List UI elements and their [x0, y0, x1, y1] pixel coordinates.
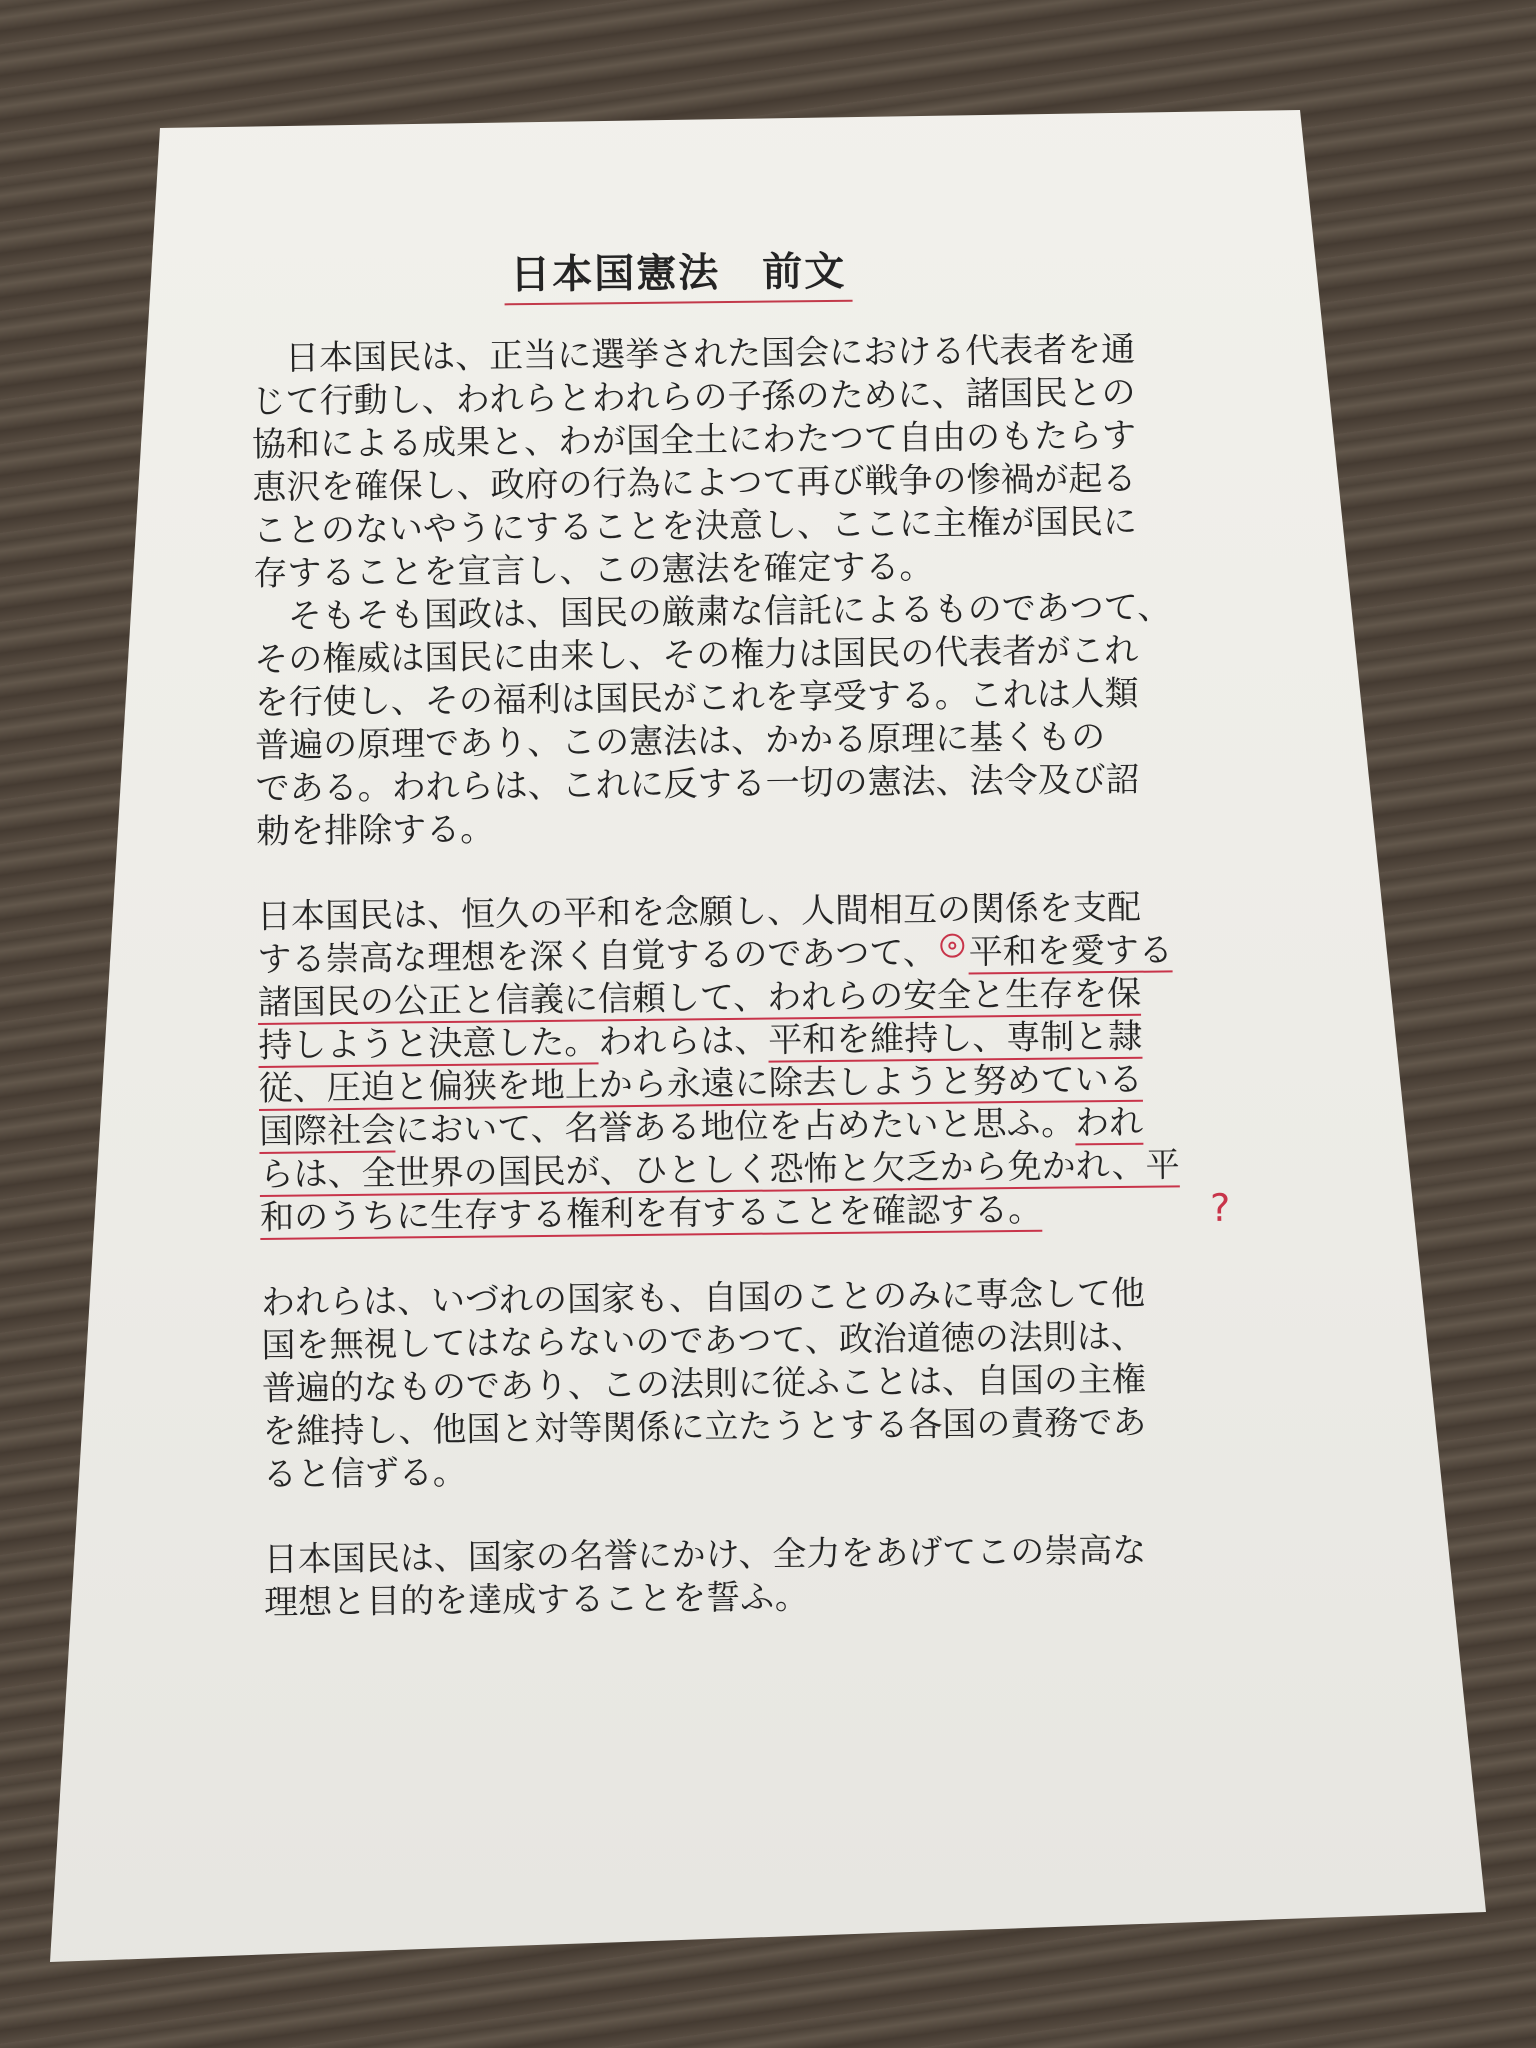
question-mark-annotation: ?	[1209, 1185, 1231, 1230]
text-segment: われらは、	[598, 1020, 769, 1063]
text-line: 存することを宣言し、この憲法を確定する。	[253, 546, 934, 594]
underlined-text: われ	[1074, 1102, 1144, 1144]
text-line: である。われらは、これに反する一切の憲法、法令及び詔	[255, 759, 1140, 809]
text-line: じて行動し、われらとわれらの子孫のために、諸国民との	[251, 372, 1136, 422]
text-line: 恵沢を確保し、政府の行為によつて再び戦争の惨禍が起る	[252, 458, 1137, 508]
underlined-text: 持しようと決意した。	[258, 1022, 599, 1066]
text-line: 日本国民は、恒久の平和を念願し、人間相互の関係を支配	[256, 887, 1142, 937]
text-line: その権威は国民に由来し、その権力は国民の代表者がこれ	[254, 630, 1139, 680]
paragraph-3	[261, 1271, 1333, 1497]
text-line: ことのないやうにすることを決意し、ここに主権が国民に	[252, 501, 1138, 551]
text-line: を維持し、他国と対等関係に立たうとする各国の責務であ	[262, 1402, 1147, 1452]
text-line: われらは、いづれの国家も、自国のことのみに専念して他	[260, 1273, 1146, 1323]
underlined-text: 諸国民の公正と信義に信頼して、われらの安全と生存を保	[257, 973, 1142, 1023]
text-line: ると信ずる。	[262, 1452, 468, 1495]
page-title: 日本国憲法 前文	[504, 244, 853, 306]
underlined-text: 平和を愛する	[968, 930, 1173, 973]
text-line: そもそも国政は、国民の厳粛な信託によるものであつて、	[253, 587, 1172, 637]
text-line: 勅を排除する。	[255, 809, 495, 852]
underlined-text: 国際社会	[259, 1110, 396, 1152]
text-line: 普遍の原理であり、この憲法は、かかる原理に基くもの	[254, 717, 1106, 766]
text-line: 協和による成果と、わが国全土にわたつて自由のもたらす	[251, 415, 1137, 465]
text-line: 国を無視してはならないのであつて、政治道徳の法則は、	[261, 1316, 1145, 1366]
underlined-text: 従、圧迫と偏狭を地上から永遠に除去しようと努めている	[258, 1059, 1143, 1109]
double-circle-mark-icon	[941, 934, 965, 958]
text-line: 理想と目的を達成することを誓ふ。	[263, 1577, 810, 1623]
text-line: 日本国民は、正当に選挙された国会における代表者を通	[250, 329, 1136, 379]
paragraph-2	[257, 885, 1331, 1240]
paragraph-1	[251, 327, 1326, 854]
underlined-text: 平和を維持し、専制と隷	[768, 1016, 1143, 1061]
document-body	[250, 239, 1334, 1625]
underlined-text: 和のうちに生存する権利を有することを確認する。	[259, 1189, 1043, 1238]
text-segment: において、名誉ある地位を占めたいと思ふ。	[395, 1103, 1076, 1151]
text-line: 日本国民は、国家の名誉にかけ、全力をあげてこの崇高な	[263, 1530, 1147, 1580]
text-segment: する崇高な理想を深く自覚するのであつて、	[257, 932, 937, 980]
text-line: を行使し、その福利は国民がこれを享受する。これは人類	[254, 673, 1139, 723]
underlined-text: らは、全世界の国民が、ひとしく恐怖と欠乏から免かれ、平	[259, 1145, 1180, 1195]
paragraph-4	[263, 1528, 1334, 1625]
text-line: 普遍的なものであり、この法則に従ふことは、自国の主権	[261, 1359, 1147, 1409]
